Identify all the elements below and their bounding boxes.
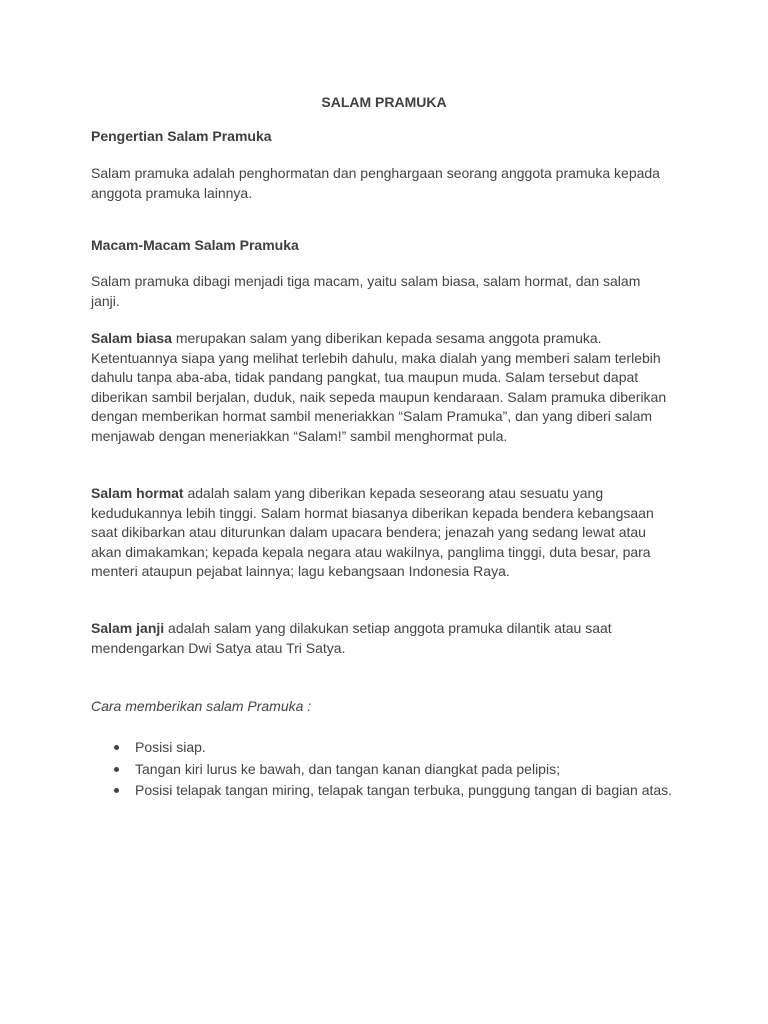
bullet-icon — [114, 767, 119, 772]
heading-cara: Cara memberikan salam Pramuka : — [91, 698, 312, 714]
text-salam-biasa: merupakan salam yang diberikan kepada sesama anggota pramuka. Ketentuannya siapa yang melihat terlebih dahulu, maka dialah yang memberi salam terlebih dahulu tanpa aba-aba, tidak pandang pangkat, tua maupun muda. Salam tersebut dapat diberikan sambil berjalan, duduk, naik sepeda maupun kendaraan. Salam pramuka diberikan dengan memberikan hormat sambil meneriakkan “Salam Pramuka”, dan yang diberi salam menjawab dengan meneriakkan “Salam!” sambil menghormat pula. — [91, 330, 667, 444]
paragraph-pengertian: Salam pramuka adalah penghormatan dan penghargaan seorang anggota pramuka kepada anggota pramuka lainnya. — [91, 165, 660, 201]
heading-macam: Macam-Macam Salam Pramuka — [91, 237, 299, 253]
step-text: Posisi siap. — [135, 739, 206, 755]
term-salam-hormat: Salam hormat — [91, 485, 184, 501]
bullet-icon — [114, 745, 119, 750]
text-salam-janji: adalah salam yang dilakukan setiap anggota pramuka dilantik atau saat mendengarkan Dwi Satya atau Tri Satya. — [91, 620, 612, 656]
step-text: Tangan kiri lurus ke bawah, dan tangan kanan diangkat pada pelipis; — [135, 760, 560, 777]
paragraph-salam-hormat — [91, 484, 671, 582]
list-item — [91, 781, 691, 801]
term-salam-janji: Salam janji — [91, 620, 165, 636]
bullet-icon — [114, 788, 119, 793]
heading-pengertian: Pengertian Salam Pramuka — [91, 128, 272, 144]
step-text: Posisi telapak tangan miring, telapak tangan terbuka, punggung tangan di bagian atas. — [135, 782, 673, 798]
list-item — [91, 760, 691, 780]
paragraph-salam-biasa — [91, 329, 671, 446]
list-item — [91, 738, 691, 758]
paragraph-salam-janji — [91, 619, 671, 658]
term-salam-biasa: Salam biasa — [91, 330, 172, 346]
steps-list — [91, 738, 691, 803]
document-title: SALAM PRAMUKA — [321, 94, 447, 110]
paragraph-macam-intro: Salam pramuka dibagi menjadi tiga macam, yaitu salam biasa, salam hormat, dan salam janji. — [91, 273, 641, 309]
text-salam-hormat: adalah salam yang diberikan kepada seseorang atau sesuatu yang kedudukannya lebih tinggi. Salam hormat biasanya diberikan kepada bendera kebangsaan saat dikibarkan atau diturunkan dalam upacara bendera; jenazah yang sedang lewat atau akan dimakamkan; kepada kepala negara atau wakilnya, panglima tinggi, duta besar, para menteri ataupun pejabat lainnya; lagu kebangsaan Indonesia Raya. — [91, 485, 654, 579]
